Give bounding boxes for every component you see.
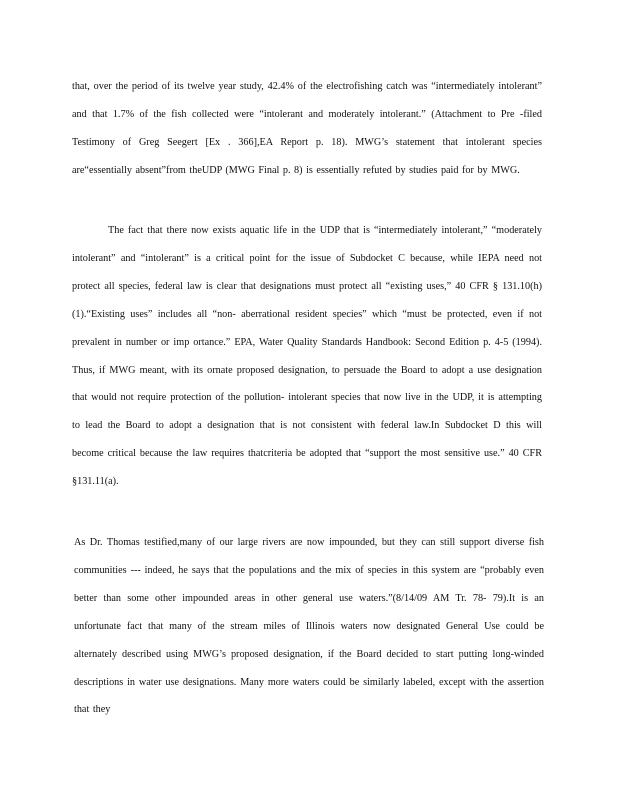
- paragraph-2: The fact that there now exists aquatic life in the UDP that is “intermediately intolerant,” “moderately intolerant” and “intolerant” is a critical point for the issue of Subdocket C because, while IEPA need not protect all species, federal law is clear that designations must protect all “existing uses,” 40 CFR § 131.10(h)(1).“Existing uses” includes all “non- aberrational resident species” which “must be protected, even if not prevalent in number or imp ortance.” EPA, Water Quality Standards Handbook: Second Edition p. 4-5 (1994). Thus, if MWG meant, with its ornate proposed designation, to persuade the Board to adopt a use designation that would not require protection of the pollution- intolerant species that now live in the UDP, it is attempting to lead the Board to adopt a designation that is not consistent with federal law.In Subdocket D this will become critical because the law requires thatcriteria be adopted that “support the most sensitive use.” 40 CFR §131.11(a).: [72, 225, 542, 488]
- paragraph-1: that, over the period of its twelve year study, 42.4% of the electrofishing catch was “intermediately intolerant” and that 1.7% of the fish collected were “intolerant and moderately intolerant.” (Attachment to Pre -filed Testimony of Greg Seegert [Ex . 366],EA Report p. 18). MWG’s statement that intolerant species are“essentially absent”from theUDP (MWG Final p. 8) is essentially refuted by studies paid for by MWG.: [72, 81, 542, 176]
- paragraph-3: As Dr. Thomas testified,many of our large rivers are now impounded, but they can still support diverse fish communities --- indeed, he says that the populations and the mix of species in this system are “probably even better than some other impounded areas in other general use waters.”(8/14/09 AM Tr. 78- 79).It is an unfortunate fact that many of the stream miles of Illinois waters now designated General Use could be alternately described using MWG’s proposed designation, if the Board decided to start putting long-winded descriptions in water use designations. Many more waters could be similarly labeled, except with the assertion that they: [74, 537, 544, 716]
